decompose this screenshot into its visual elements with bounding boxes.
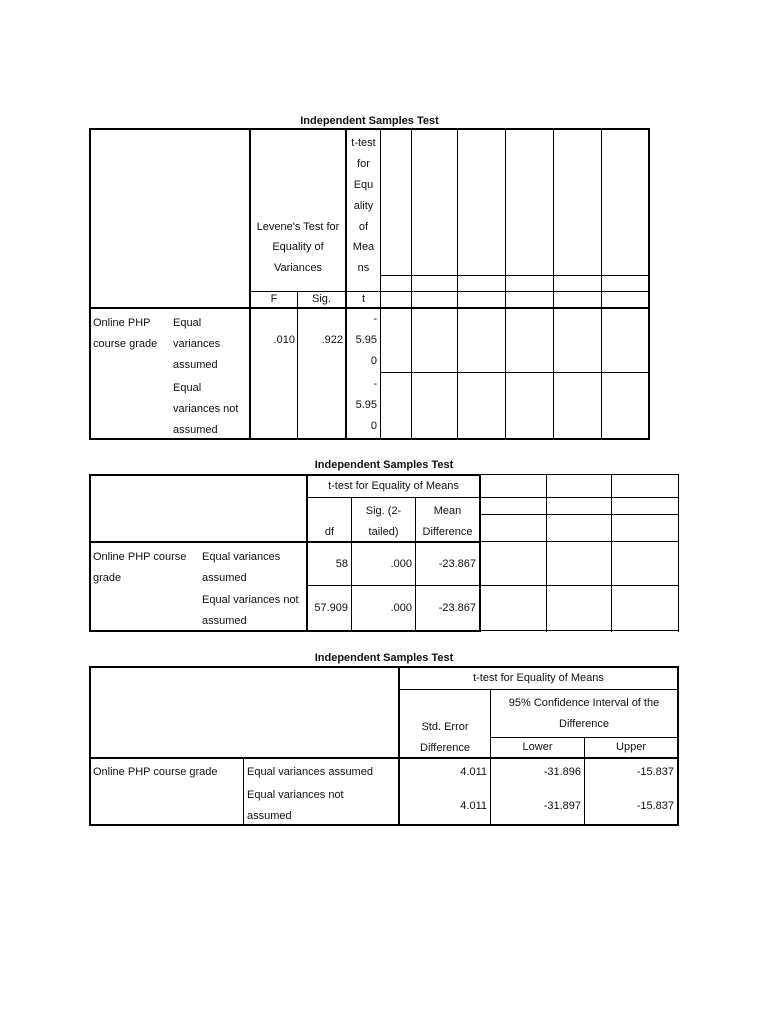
cell-df-not-assumed: 57.909 <box>314 601 348 614</box>
ttest-header: t-test for Equ ality of Mea ns <box>351 137 376 275</box>
cell-std-error-assumed: 4.011 <box>460 765 487 778</box>
row-label-equal-not-assumed: Equal variances not assumed <box>247 789 344 822</box>
cell-f-assumed: .010 <box>273 334 295 347</box>
cell-t-not-assumed: - 5.95 0 <box>355 378 377 432</box>
levene-ttest-table <box>89 128 650 440</box>
table-2-title: Independent Samples Test <box>314 459 454 471</box>
column-header-sig-2-tailed: Sig. (2- tailed) <box>365 505 402 539</box>
cell-upper-assumed: -15.837 <box>636 765 674 778</box>
levene-test-header: Levene's Test for Equality of Variances <box>256 220 340 275</box>
column-header-mean-difference: Mean Difference <box>422 505 473 539</box>
row-label-equal-assumed: Equal variances assumed <box>202 551 281 584</box>
cell-mean-diff-assumed: -23.867 <box>438 557 476 570</box>
cell-sig-not-assumed <box>298 373 343 438</box>
column-header-lower: Lower <box>522 741 553 754</box>
row-group-label: Online PHP course grade <box>93 317 158 350</box>
cell-f-not-assumed <box>251 373 295 438</box>
column-header-f: F <box>270 292 278 305</box>
table-1-title: Independent Samples Test <box>300 115 439 127</box>
cell-sig-assumed: .922 <box>321 334 343 347</box>
ttest-means-header: t-test for Equality of Means <box>473 672 604 685</box>
row-label-equal-not-assumed: Equal variances not assumed <box>173 382 239 436</box>
cell-lower-not-assumed: -31.897 <box>543 799 581 812</box>
ttest-means-header: t-test for Equality of Means <box>328 480 459 493</box>
confidence-interval-table <box>89 666 679 826</box>
column-header-t: t <box>361 292 366 305</box>
cell-df-assumed: 58 <box>335 557 348 570</box>
row-label-equal-not-assumed: Equal variances not assumed <box>202 594 299 627</box>
cell-lower-assumed: -31.896 <box>543 765 581 778</box>
ttest-means-table <box>89 474 679 632</box>
row-label-equal-assumed: Equal variances assumed <box>247 766 373 778</box>
row-group-label: Online PHP course grade <box>93 766 218 778</box>
row-group-label: Online PHP course grade <box>93 551 187 584</box>
cell-sig-not-assumed: .000 <box>390 601 412 614</box>
confidence-interval-header: 95% Confidence Interval of the Difference <box>508 696 660 730</box>
cell-sig-assumed: .000 <box>390 557 412 570</box>
cell-mean-diff-not-assumed: -23.867 <box>438 601 476 614</box>
column-header-upper: Upper <box>616 741 646 754</box>
cell-t-assumed: - 5.95 0 <box>355 313 377 367</box>
cell-upper-not-assumed: -15.837 <box>636 799 674 812</box>
row-label-equal-assumed: Equal variances assumed <box>173 317 221 371</box>
column-header-df: df <box>324 526 335 539</box>
cell-std-error-not-assumed: 4.011 <box>460 799 487 812</box>
table-3-title: Independent Samples Test <box>314 652 454 664</box>
column-header-std-error: Std. Error Difference <box>420 721 470 755</box>
column-header-sig: Sig. <box>312 292 331 305</box>
